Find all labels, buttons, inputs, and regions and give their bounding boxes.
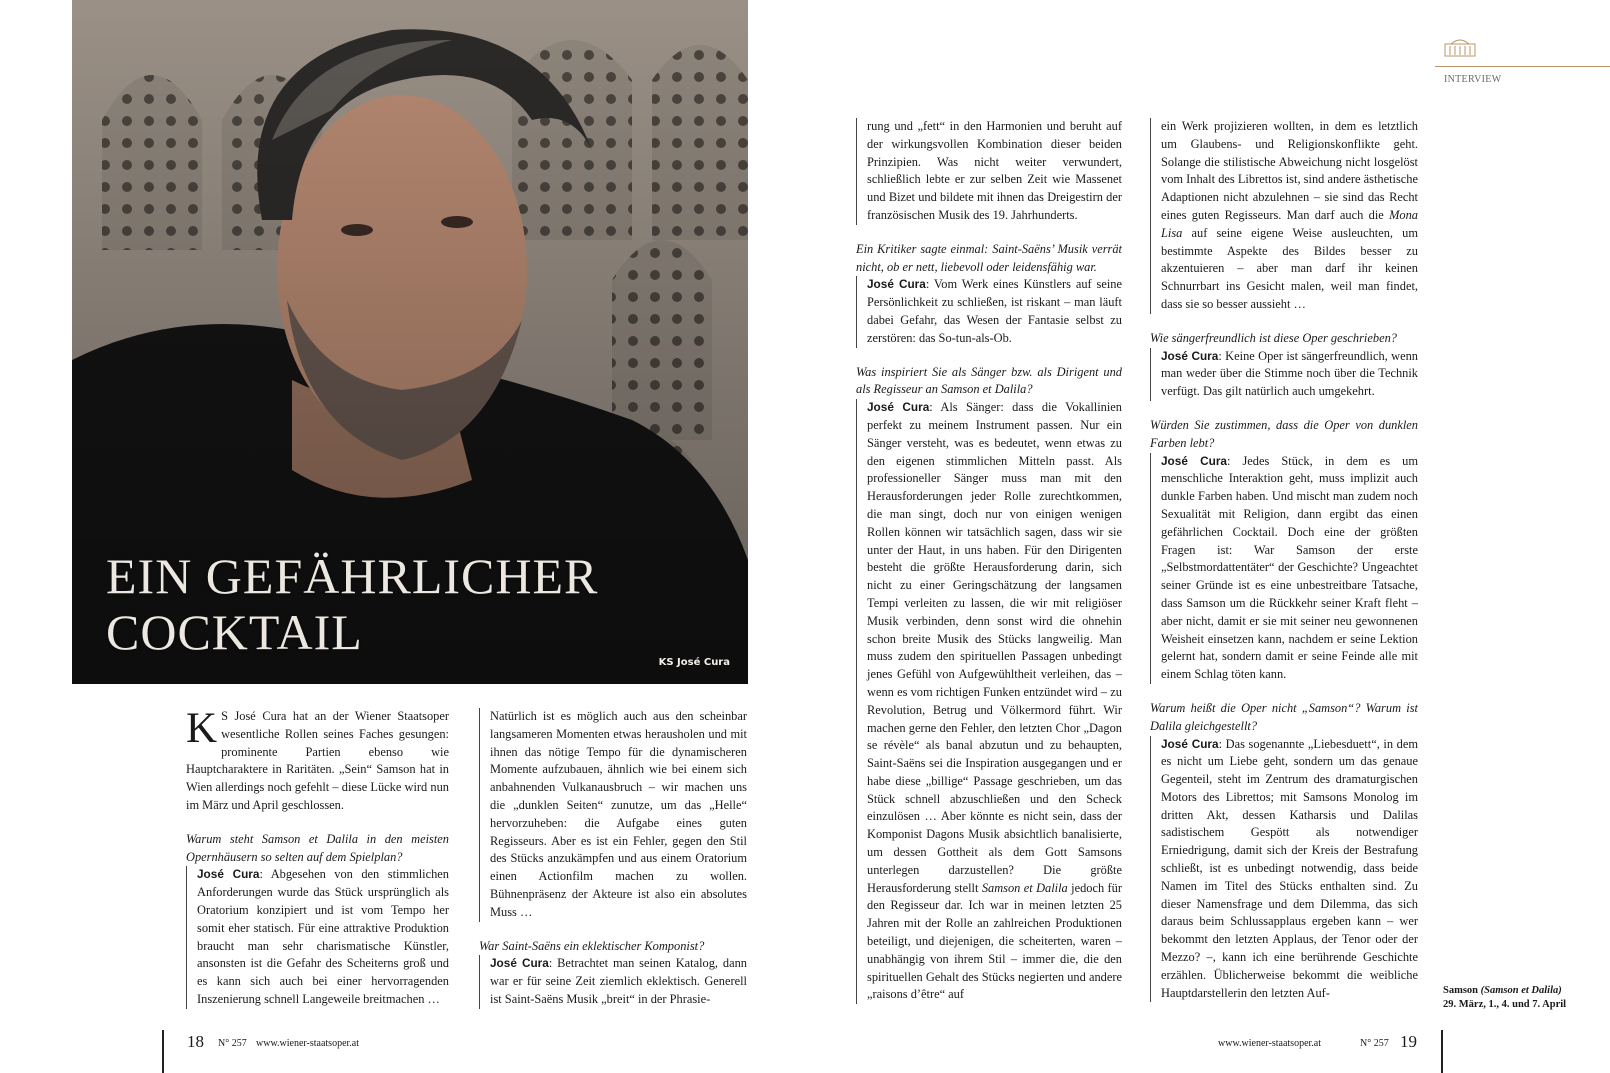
answer-text-cont: jedoch für den Regisseur dar. Ich war in meinen letzten 25 Jahren mit der Rolle an zahlreichen Produktionen beteiligt, und diejenigen, die scheiterten, waren – unabhängig von ihrem Stil – immer die, die den spirituellen Gehalt des Stücks negierten und andere „raisons d’être“ auf bbox=[867, 880, 1122, 1002]
question-2: War Saint-Saëns ein eklektischer Komponist? bbox=[479, 938, 705, 953]
right-page-number: 19 bbox=[1400, 1032, 1417, 1051]
speaker-name: José Cura bbox=[867, 400, 930, 415]
speaker-name: José Cura bbox=[1161, 453, 1227, 468]
right-issue-number: N° 257 bbox=[1360, 1038, 1389, 1049]
answer-text: : Keine Oper ist sängerfreundlich, wenn man weder über die Stimme noch über die Technik verfügt. Das gilt natürlich auch umgekehrt. bbox=[1161, 348, 1418, 399]
answer-text: Natürlich ist es möglich auch aus den scheinbar langsameren Momenten etwas herausholen und mit ihnen das nötige Tempo für die dynamischeren Momente aufzubauen, ähnlich wie bei einem sich anbahnenden Vulkanausbruch – wir machen uns die „dunklen Seiten“ zunutze, um das „Helle“ hervorzuheben: die Aufgabe eines guten Regisseurs. Aber es ist ein Fehler, gegen den Stil des Stücks anzukämpfen und aus einem Oratorium einen Actionfilm machen zu wollen. Bühnenpräsenz der Akteure ist also ein absolutes Muss … bbox=[490, 709, 747, 919]
right-website[interactable]: www.wiener-staatsoper.at bbox=[1218, 1038, 1322, 1049]
answer-text: : Betrachtet man seinen Katalog, dann war er für seine Zeit ziemlich eklektisch. Generell ist Saint-Saëns Musik „breit“ in der Phrasie- bbox=[490, 956, 747, 1006]
right-column-1 bbox=[856, 118, 1122, 1004]
caption-work: (Samson et Dalila) bbox=[1480, 985, 1562, 996]
header-rule bbox=[1435, 66, 1610, 67]
speaker-name: José Cura bbox=[197, 867, 260, 882]
answer-1 bbox=[186, 866, 449, 1008]
answer-3 bbox=[856, 276, 1122, 347]
question-4: Was inspiriert Sie als Sänger bzw. als Dirigent und als Regisseur an Samson et Dalila? bbox=[856, 364, 1122, 397]
answer-text: : Jedes Stück, in dem es um menschliche Interaktion geht, muss implizit auch dunkle Farben haben. Und mischt man zudem noch Sexualität mit Religion, dann ergibt das einen gefährlichen Cocktail. Doch eine der größten Fragen ist: War Samson der erste „Selbstmordattentäter“ der Geschichte? Ungeachtet seiner Gründe ist es eine unbestreitbare Tatsache, dass Samson um die Rückkehr seiner Kraft fleht – aber nicht, damit er sie mit seiner neu gewonnenen Weisheit einsetzen kann, nachdem er seine Lektion gelernt hat, sondern damit er seine Feinde alle mit einem Schlag töten kann. bbox=[1161, 453, 1418, 682]
question-5: Wie sängerfreundlich ist diese Oper geschrieben? bbox=[1150, 330, 1397, 345]
left-column-1 bbox=[186, 705, 449, 1009]
opera-house-logo bbox=[1443, 36, 1477, 58]
speaker-name: José Cura bbox=[1161, 348, 1219, 363]
answer-text: ein Werk projizieren wollten, in dem es letztlich um Glaubens- und Religionskonflikte geht. Solange die stilistische Abweichung nicht losgelöst vom Inhalt des Librettos ist, sind andere ästhetische Adaptionen nicht abzulehnen – sie sind das Recht eines guten Regisseurs. Man darf auch die bbox=[1161, 119, 1418, 222]
answer-2 bbox=[479, 955, 747, 1008]
right-folio-bar bbox=[1441, 1030, 1443, 1073]
answer-2-continued bbox=[856, 118, 1122, 225]
speaker-name: José Cura bbox=[490, 956, 549, 971]
headline-line-2: COCKTAIL bbox=[106, 604, 363, 660]
question-7: Warum heißt die Oper nicht „Samson“? Warum ist Dalila gleichgestellt? bbox=[1150, 700, 1418, 733]
photo-credit: KS José Cura bbox=[658, 657, 730, 668]
caption-dates: 29. März, 1., 4. und 7. April bbox=[1443, 999, 1567, 1010]
answer-6 bbox=[1150, 453, 1418, 684]
section-label: INTERVIEW bbox=[1444, 74, 1502, 85]
answer-text: rung und „fett“ in den Harmonien und beruht auf der wirkungsvollen Kombination dieser beiden Prinzipien. Was nicht weiter verwundert, schließlich lebte er zur selben Zeit wie Massenet und Bizet und bildete mit ihnen das Dreigestirn der französischen Musik des 19. Jahrhunderts. bbox=[867, 119, 1122, 222]
speaker-name: José Cura bbox=[1161, 736, 1219, 751]
answer-text: : Als Sänger: dass die Vokallinien perfekt zu meinem Instrument passen. Nur ein Sänger versteht, was es bedeutet, wenn etwas zu den eigenen stimmlichen Mitteln passt. Als professioneller Sänger muss man mit den Herausforderungen jeder Rolle zurechtkommen, die man singt, doch nur von einigen wenigen Rollen können wir tatsächlich sagen, dass wir sie unter der Haut, in uns haben. Für den Dirigenten besteht die größte Herausforderung darin, sich nicht zu einer Geringschätzung der langsamen Tempi verleiten zu lassen, die wir mit religiöser Musik verbinden, denn sonst wird die ohnehin schon breite Musik des Stücks langweilig. Man muss zudem den spirituellen Passagen unbedingt jenes Gefühl von Aufgewühltheit verleihen, das – wenn es vom richtigen Funken entzündet wird – zu Revolution, Betrug und Völkermord führt. Wir machen gerne den Fehler, den letzten Chor „Dagon se révèle“ als banal abzutun und zu behaupten, Saint-Saëns sei die Inspiration ausgegangen und er habe diese „billige“ Passage geschrieben, um das Stück schnell abzuschließen und den Scheck einzulösen … Aber könnte es nicht sein, dass der Komponist Dagons Musik absichtlich banalisierte, um dessen Gottheit als dem Gott Samsons unterlegen darzustellen? Die größte Herausforderung stellt bbox=[867, 400, 1122, 895]
right-column-2 bbox=[1150, 118, 1418, 1002]
caption-role: Samson bbox=[1443, 985, 1481, 996]
drop-cap: K bbox=[186, 705, 218, 752]
answer-text-cont: auf seine eigene Weise ausleuchten, um bestimmte Aspekte des Bildes besser zu akzentuieren – aber man darf ihr keinen Schnurrbart ins Gesicht malen, weil man findet, dass sie so besser aussieht … bbox=[1161, 225, 1418, 311]
article-headline bbox=[106, 548, 598, 660]
work-title: Samson et Dalila bbox=[981, 880, 1068, 895]
question-6: Würden Sie zustimmen, dass die Oper von dunklen Farben lebt? bbox=[1150, 417, 1418, 450]
answer-1-continued bbox=[479, 708, 747, 922]
answer-5 bbox=[1150, 348, 1418, 401]
intro-paragraph bbox=[186, 705, 449, 815]
answer-text: : Das sogenannte „Liebesduett“, in dem es nicht um Liebe geht, sondern um das genaue Gegenteil, steht im Zentrum des dramaturgischen Motors des Librettos; mit Samsons Monolog im dritten Akt, dessen Katharsis und Dalilas sadistischem Gespött als notwendiger Erniedrigung, damit sich der Kreis der Bestrafung schließt, ist es unbedingt notwendig, dass beide Namen im Titel des Stücks enthalten sind. Zu dieser Namensfrage und dem Dilemma, das sich daraus beim Schlussapplaus ergeben kann – wer bekommt den letzten Applaus, der Tenor oder der Mezzo? –, kann ich eine berührende Geschichte erzählen. Üblicherweise bekommt die weibliche Hauptdarstellerin den letzten Auf- bbox=[1161, 736, 1419, 1000]
answer-text: : Abgesehen von den stimmlichen Anforderungen wurde das Stück ursprünglich als Oratorium konzipiert und ist vom Tempo her somit eher statisch. Für eine attraktive Produktion braucht man sehr charismatische Künstler, ansonsten ist die Gefahr des Scheiterns groß und es kann sich auch bei einer hervorragenden Inszenierung schnell Langeweile breitmachen … bbox=[197, 867, 449, 1006]
answer-text: : Vom Werk eines Künstlers auf seine Persönlichkeit zu schließen, ist riskant – man läuft dabei Gefahr, das Wesen der Fantasie selbst zu zerstören: das So-tun-als-Ob. bbox=[867, 277, 1122, 345]
artwork-title: Mona Lisa bbox=[1161, 207, 1418, 240]
answer-4-continued bbox=[1150, 118, 1418, 314]
intro-text: S José Cura hat an der Wiener Staatsoper wesentliche Rollen seines Faches gesungen: prominente Partien ebenso wie Hauptcharaktere in Raritäten. „Sein“ Samson hat in Wien allerdings noch gefehlt – diese Lücke wird nun im März und April geschlossen. bbox=[186, 709, 449, 812]
left-page-number: 18 bbox=[187, 1032, 204, 1051]
speaker-name: José Cura bbox=[867, 277, 926, 292]
headline-line-1: EIN GEFÄHRLICHER bbox=[106, 548, 599, 604]
performance-caption bbox=[1443, 984, 1566, 1012]
question-1: Warum steht Samson et Dalila in den meisten Opernhäusern so selten auf dem Spielplan? bbox=[186, 831, 449, 864]
question-3: Ein Kritiker sagte einmal: Saint-Saëns’ Musik verrät nicht, ob er nett, liebevoll oder leidensfähig war. bbox=[856, 241, 1122, 274]
left-folio-bar bbox=[162, 1030, 164, 1073]
cover-photo bbox=[72, 0, 748, 684]
answer-7 bbox=[1150, 736, 1418, 1003]
left-website[interactable]: www.wiener-staatsoper.at bbox=[256, 1038, 360, 1049]
answer-4 bbox=[856, 399, 1122, 1004]
left-issue-number: N° 257 bbox=[218, 1038, 247, 1049]
left-column-2 bbox=[479, 708, 747, 1009]
